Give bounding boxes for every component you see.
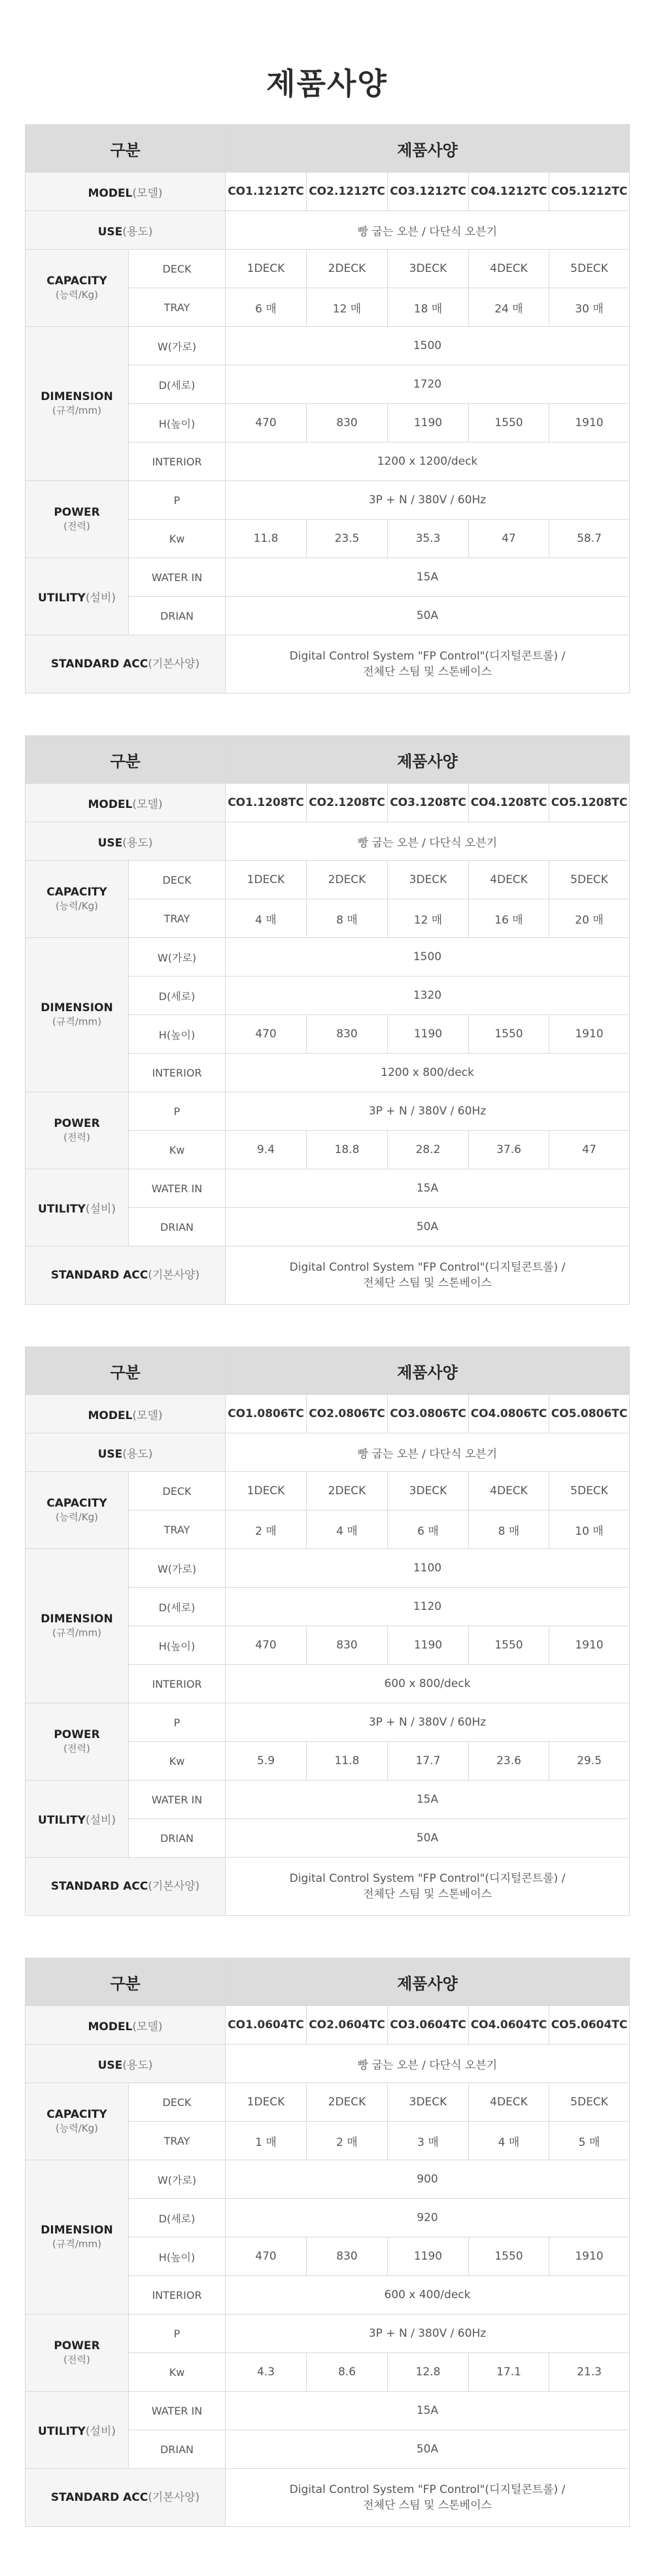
model-cell: CO5.1208TC [549,784,630,822]
height-label: H(높이) [129,1015,226,1054]
width-row [26,938,630,977]
tray-cell: 4 매 [307,1511,388,1549]
spec-header: 제품사양 [226,125,630,173]
standard-acc-label: STANDARD ACC(기본사양) [26,1858,226,1916]
height-cell: 1910 [549,1626,630,1665]
height-cell: 470 [226,1626,307,1665]
width-row [26,1549,630,1588]
drain-value: 50A [226,597,630,635]
standard-acc-label: STANDARD ACC(기본사양) [26,1246,226,1305]
tray-cell: 2 매 [307,2122,388,2160]
model-cell: CO1.0806TC [226,1395,307,1433]
depth-label: D(세로) [129,2199,226,2237]
kw-label: Kw [129,2353,226,2392]
power-p-value: 3P + N / 380V / 60Hz [226,481,630,520]
category-header: 구분 [26,1958,226,2006]
model-cell: CO1.0604TC [226,2006,307,2045]
interior-label: INTERIOR [129,2276,226,2315]
standard-acc-row [26,2469,630,2527]
kw-cell: 21.3 [549,2353,630,2392]
model-cell: CO2.1208TC [307,784,388,822]
use-row [26,2045,630,2083]
kw-cell: 4.3 [226,2353,307,2392]
depth-value: 1120 [226,1588,630,1626]
power-p-value: 3P + N / 380V / 60Hz [226,1703,630,1742]
deck-cell: 2DECK [307,250,388,288]
deck-cell: 2DECK [307,861,388,899]
model-cell: CO4.1212TC [469,173,549,211]
spec-table-2 [25,735,630,1305]
deck-row [26,1472,630,1511]
kw-cell: 18.8 [307,1131,388,1169]
depth-value: 1720 [226,365,630,404]
height-cell: 470 [226,2237,307,2276]
power-p-row [26,481,630,520]
kw-cell: 11.8 [307,1742,388,1781]
tray-cell: 16 매 [469,899,549,938]
deck-row [26,250,630,288]
dimension-label: DIMENSION (규격/mm) [26,327,129,481]
interior-label: INTERIOR [129,1665,226,1703]
model-cell: CO4.0806TC [469,1395,549,1433]
model-row [26,2006,630,2045]
height-label: H(높이) [129,404,226,443]
power-label: POWER (전력) [26,481,129,558]
height-cell: 1190 [388,2237,469,2276]
standard-acc-value: Digital Control System "FP Control"(디지털콘트롤) / 전체단 스팀 및 스톤베이스 [226,635,630,694]
tray-cell: 4 매 [469,2122,549,2160]
deck-row [26,2083,630,2122]
width-value: 900 [226,2160,630,2199]
deck-cell: 5DECK [549,2083,630,2122]
kw-cell: 47 [549,1131,630,1169]
water-in-row [26,1169,630,1208]
drain-value: 50A [226,1208,630,1246]
model-cell: CO5.0806TC [549,1395,630,1433]
use-label: USE(용도) [26,822,226,861]
tray-cell: 2 매 [226,1511,307,1549]
model-label: MODEL(모델) [26,784,226,822]
deck-label: DECK [129,1472,226,1511]
height-label: H(높이) [129,1626,226,1665]
deck-label: DECK [129,861,226,899]
width-row [26,327,630,365]
water-in-value: 15A [226,1169,630,1208]
width-label: W(가로) [129,938,226,977]
water-in-row [26,558,630,597]
water-in-row [26,2392,630,2430]
drain-label: DRIAN [129,597,226,635]
utility-label: UTILITY(설비) [26,1169,129,1246]
deck-label: DECK [129,250,226,288]
kw-cell: 47 [469,520,549,558]
tray-cell: 3 매 [388,2122,469,2160]
height-cell: 1190 [388,1626,469,1665]
use-row [26,211,630,250]
model-cell: CO1.1212TC [226,173,307,211]
height-cell: 1190 [388,404,469,443]
height-cell: 830 [307,404,388,443]
model-cell: CO5.1212TC [549,173,630,211]
category-header: 구분 [26,736,226,784]
use-row [26,1433,630,1472]
height-cell: 830 [307,2237,388,2276]
deck-cell: 1DECK [226,861,307,899]
utility-label: UTILITY(설비) [26,558,129,635]
water-in-label: WATER IN [129,2392,226,2430]
tray-cell: 24 매 [469,288,549,327]
standard-acc-row [26,635,630,694]
p-label: P [129,2315,226,2353]
standard-acc-value: Digital Control System "FP Control"(디지털콘트롤) / 전체단 스팀 및 스톤베이스 [226,2469,630,2527]
tray-cell: 12 매 [307,288,388,327]
use-value: 빵 굽는 오븐 / 다단식 오븐기 [226,822,630,861]
deck-cell: 2DECK [307,1472,388,1511]
height-cell: 1910 [549,2237,630,2276]
category-header: 구분 [26,125,226,173]
tray-cell: 1 매 [226,2122,307,2160]
deck-cell: 1DECK [226,1472,307,1511]
height-cell: 830 [307,1015,388,1054]
kw-label: Kw [129,1131,226,1169]
height-cell: 1190 [388,1015,469,1054]
kw-cell: 37.6 [469,1131,549,1169]
depth-value: 920 [226,2199,630,2237]
standard-acc-label: STANDARD ACC(기본사양) [26,635,226,694]
model-cell: CO2.1212TC [307,173,388,211]
tray-cell: 4 매 [226,899,307,938]
tray-cell: 12 매 [388,899,469,938]
standard-acc-row [26,1858,630,1916]
tray-label: TRAY [129,899,226,938]
interior-value: 600 x 800/deck [226,1665,630,1703]
spec-header: 제품사양 [226,1958,630,2006]
power-p-row [26,1703,630,1742]
width-label: W(가로) [129,2160,226,2199]
model-row [26,173,630,211]
tray-cell: 20 매 [549,899,630,938]
kw-cell: 29.5 [549,1742,630,1781]
deck-cell: 1DECK [226,2083,307,2122]
deck-cell: 4DECK [469,2083,549,2122]
model-label: MODEL(모델) [26,2006,226,2045]
kw-cell: 23.5 [307,520,388,558]
width-label: W(가로) [129,327,226,365]
p-label: P [129,1703,226,1742]
drain-value: 50A [226,2430,630,2469]
capacity-label: CAPACITY (능력/Kg) [26,250,129,327]
kw-cell: 8.6 [307,2353,388,2392]
spec-header: 제품사양 [226,1347,630,1395]
tray-cell: 5 매 [549,2122,630,2160]
p-label: P [129,481,226,520]
water-in-value: 15A [226,558,630,597]
kw-label: Kw [129,520,226,558]
water-in-label: WATER IN [129,1781,226,1819]
kw-cell: 17.7 [388,1742,469,1781]
drain-label: DRIAN [129,1819,226,1858]
kw-cell: 58.7 [549,520,630,558]
water-in-value: 15A [226,1781,630,1819]
water-in-value: 15A [226,2392,630,2430]
interior-value: 600 x 400/deck [226,2276,630,2315]
water-in-label: WATER IN [129,558,226,597]
tray-label: TRAY [129,1511,226,1549]
standard-acc-value: Digital Control System "FP Control"(디지털콘트롤) / 전체단 스팀 및 스톤베이스 [226,1858,630,1916]
deck-cell: 5DECK [549,1472,630,1511]
height-cell: 1910 [549,1015,630,1054]
model-cell: CO4.1208TC [469,784,549,822]
use-value: 빵 굽는 오븐 / 다단식 오븐기 [226,2045,630,2083]
table-header-row [26,1347,630,1395]
width-label: W(가로) [129,1549,226,1588]
width-value: 1500 [226,327,630,365]
height-cell: 1550 [469,2237,549,2276]
tray-cell: 8 매 [307,899,388,938]
model-cell: CO2.0806TC [307,1395,388,1433]
depth-label: D(세로) [129,365,226,404]
kw-cell: 11.8 [226,520,307,558]
kw-cell: 35.3 [388,520,469,558]
model-label: MODEL(모델) [26,173,226,211]
depth-label: D(세로) [129,977,226,1015]
dimension-label: DIMENSION (규격/mm) [26,938,129,1092]
use-value: 빵 굽는 오븐 / 다단식 오븐기 [226,211,630,250]
model-cell: CO3.1212TC [388,173,469,211]
drain-label: DRIAN [129,1208,226,1246]
deck-cell: 1DECK [226,250,307,288]
width-value: 1100 [226,1549,630,1588]
kw-cell: 9.4 [226,1131,307,1169]
drain-label: DRIAN [129,2430,226,2469]
width-row [26,2160,630,2199]
tray-cell: 6 매 [226,288,307,327]
power-p-value: 3P + N / 380V / 60Hz [226,1092,630,1131]
power-label: POWER (전력) [26,1703,129,1781]
table-header-row [26,125,630,173]
model-cell: CO2.0604TC [307,2006,388,2045]
deck-cell: 4DECK [469,250,549,288]
deck-cell: 5DECK [549,250,630,288]
interior-label: INTERIOR [129,443,226,481]
power-p-row [26,2315,630,2353]
tray-cell: 8 매 [469,1511,549,1549]
power-label: POWER (전력) [26,1092,129,1169]
model-cell: CO4.0604TC [469,2006,549,2045]
spec-table-1 [25,124,630,694]
deck-row [26,861,630,899]
interior-value: 1200 x 1200/deck [226,443,630,481]
deck-cell: 4DECK [469,1472,549,1511]
tray-label: TRAY [129,288,226,327]
deck-cell: 5DECK [549,861,630,899]
capacity-label: CAPACITY (능력/Kg) [26,1472,129,1549]
deck-label: DECK [129,2083,226,2122]
deck-cell: 3DECK [388,2083,469,2122]
model-label: MODEL(모델) [26,1395,226,1433]
tray-cell: 6 매 [388,1511,469,1549]
model-cell: CO5.0604TC [549,2006,630,2045]
deck-cell: 3DECK [388,250,469,288]
use-label: USE(용도) [26,1433,226,1472]
p-label: P [129,1092,226,1131]
capacity-label: CAPACITY (능력/Kg) [26,2083,129,2160]
kw-cell: 12.8 [388,2353,469,2392]
power-label: POWER (전력) [26,2315,129,2392]
category-header: 구분 [26,1347,226,1395]
use-label: USE(용도) [26,211,226,250]
deck-cell: 3DECK [388,861,469,899]
water-in-row [26,1781,630,1819]
deck-cell: 2DECK [307,2083,388,2122]
kw-label: Kw [129,1742,226,1781]
model-cell: CO1.1208TC [226,784,307,822]
use-value: 빵 굽는 오븐 / 다단식 오븐기 [226,1433,630,1472]
height-cell: 1550 [469,1015,549,1054]
model-cell: CO3.0806TC [388,1395,469,1433]
depth-value: 1320 [226,977,630,1015]
height-cell: 1910 [549,404,630,443]
height-label: H(높이) [129,2237,226,2276]
standard-acc-row [26,1246,630,1305]
power-p-value: 3P + N / 380V / 60Hz [226,2315,630,2353]
standard-acc-value: Digital Control System "FP Control"(디지털콘트롤) / 전체단 스팀 및 스톤베이스 [226,1246,630,1305]
height-cell: 470 [226,1015,307,1054]
capacity-label: CAPACITY (능력/Kg) [26,861,129,938]
kw-cell: 28.2 [388,1131,469,1169]
water-in-label: WATER IN [129,1169,226,1208]
dimension-label: DIMENSION (규격/mm) [26,1549,129,1703]
table-header-row [26,1958,630,2006]
spec-table-4 [25,1958,630,2527]
height-cell: 1550 [469,404,549,443]
deck-cell: 4DECK [469,861,549,899]
drain-value: 50A [226,1819,630,1858]
use-row [26,822,630,861]
tray-label: TRAY [129,2122,226,2160]
kw-cell: 17.1 [469,2353,549,2392]
spec-header: 제품사양 [226,736,630,784]
height-cell: 470 [226,404,307,443]
height-cell: 830 [307,1626,388,1665]
depth-label: D(세로) [129,1588,226,1626]
use-label: USE(용도) [26,2045,226,2083]
spec-table-3 [25,1347,630,1916]
interior-label: INTERIOR [129,1054,226,1092]
tray-cell: 18 매 [388,288,469,327]
model-row [26,1395,630,1433]
height-cell: 1550 [469,1626,549,1665]
model-cell: CO3.0604TC [388,2006,469,2045]
utility-label: UTILITY(설비) [26,1781,129,1858]
model-row [26,784,630,822]
deck-cell: 3DECK [388,1472,469,1511]
model-cell: CO3.1208TC [388,784,469,822]
width-value: 1500 [226,938,630,977]
tray-cell: 10 매 [549,1511,630,1549]
utility-label: UTILITY(설비) [26,2392,129,2469]
table-header-row [26,736,630,784]
page-title: 제품사양 [266,66,388,101]
kw-cell: 5.9 [226,1742,307,1781]
kw-cell: 23.6 [469,1742,549,1781]
interior-value: 1200 x 800/deck [226,1054,630,1092]
standard-acc-label: STANDARD ACC(기본사양) [26,2469,226,2527]
power-p-row [26,1092,630,1131]
dimension-label: DIMENSION (규격/mm) [26,2160,129,2315]
tray-cell: 30 매 [549,288,630,327]
